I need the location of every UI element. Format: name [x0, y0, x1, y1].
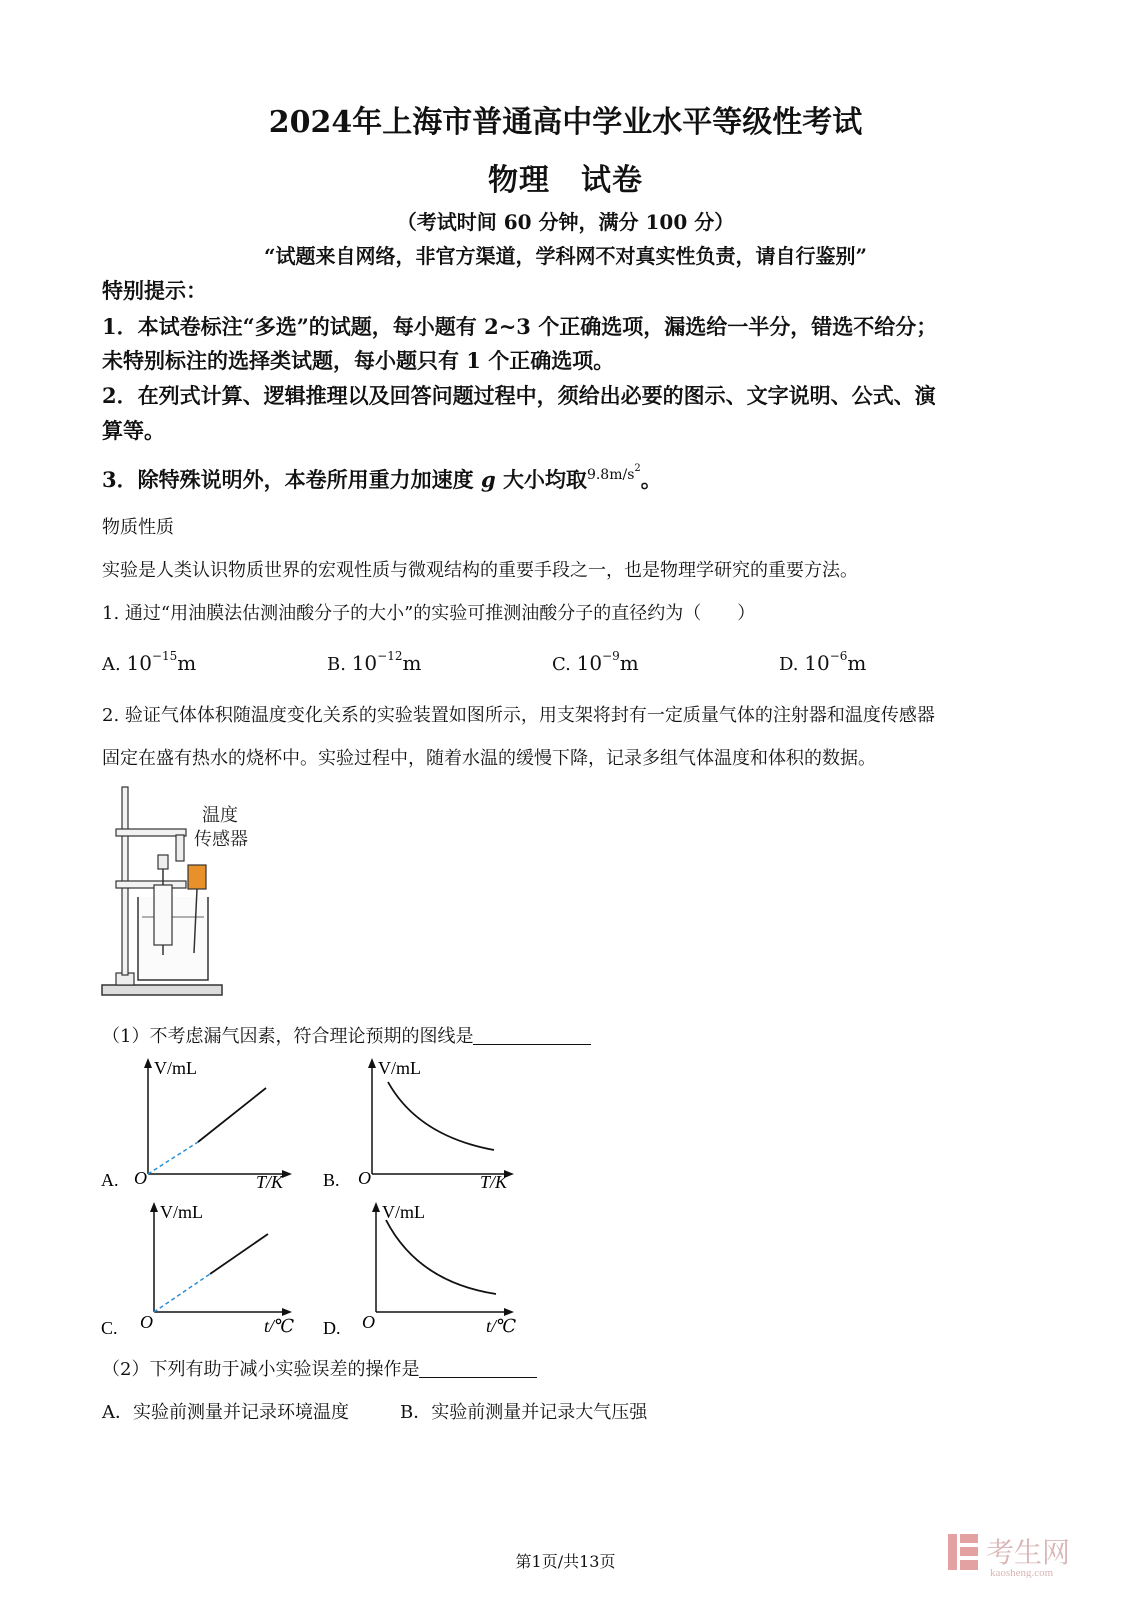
graph-b-origin: O	[358, 1168, 371, 1188]
notice-item1-line1: 1．本试卷标注“多选”的试题，每小题有 2~3 个正确选项，漏选给一半分，错选不给分；	[102, 314, 938, 339]
sensor-holder	[176, 835, 184, 861]
exam-info: （考试时间 60 分钟，满分 100 分）	[396, 210, 735, 234]
graph-c-xlabel: t/℃	[264, 1316, 295, 1336]
graph-b-option: B.	[323, 1170, 340, 1190]
graph-a-option: A.	[101, 1170, 119, 1190]
section-intro: 实验是人类认识物质世界的宏观性质与微观结构的重要手段之一，也是物理学研究的重要方法。	[102, 560, 858, 581]
kaosheng-logo-icon	[946, 1530, 1096, 1578]
logo-bar-4	[960, 1560, 978, 1570]
graph-c-extrapolation-line	[154, 1274, 210, 1312]
graph-d-data-curve	[386, 1220, 496, 1294]
q1-stem: 1. 通过“用油膜法估测油酸分子的大小”的实验可推测油酸分子的直径约为（ ）	[102, 603, 756, 624]
disclaimer: “试题来自网络，非官方渠道，学科网不对真实性负责，请自行鉴别”	[263, 244, 867, 268]
graph-b[interactable]	[318, 1054, 528, 1194]
temperature-sensor-body	[188, 865, 206, 889]
graph-d-option: D.	[323, 1318, 341, 1338]
graph-a-ylabel: V/mL	[154, 1058, 197, 1078]
graph-b-ylabel: V/mL	[378, 1058, 421, 1078]
graph-b-data-curve	[388, 1082, 494, 1150]
q1-option-a-base: 10	[126, 651, 152, 675]
graph-c-data-line	[210, 1234, 268, 1274]
q1-option-a[interactable]	[102, 649, 196, 675]
q2-sub2-option-a[interactable]: A．实验前测量并记录环境温度	[102, 1402, 349, 1423]
q1-option-b[interactable]	[327, 649, 421, 675]
apparatus-label-2: 传感器	[194, 829, 248, 849]
section-name: 物质性质	[102, 517, 174, 538]
graph-a[interactable]	[96, 1054, 306, 1194]
q2-sub1	[102, 1022, 591, 1048]
clamp-arm-lower	[116, 881, 186, 888]
gravity-symbol: g	[480, 467, 496, 492]
gravity-exponent: 2	[634, 463, 641, 474]
q2-sub2-answer-blank[interactable]	[419, 1359, 537, 1378]
notice-heading: 特别提示：	[102, 278, 207, 303]
q2-sub2-text: （2）下列有助于减小实验误差的操作是	[102, 1359, 420, 1380]
notice-item2-line1: 2．在列式计算、逻辑推理以及回答问题过程中，须给出必要的图示、文字说明、公式、演	[102, 383, 936, 408]
logo-bar-1	[948, 1534, 957, 1570]
q1-option-c-unit: m	[619, 651, 639, 675]
experiment-apparatus-figure	[98, 785, 258, 1003]
graph-d-x-arrow-icon	[504, 1308, 514, 1316]
q1-option-a-exp: −15	[151, 649, 178, 663]
graph-d[interactable]	[318, 1198, 528, 1338]
notice-item3-suffix: 。	[640, 467, 662, 492]
gravity-value: 9.8m/s	[586, 467, 635, 483]
q1-option-d-exp: −6	[829, 649, 848, 663]
beaker	[138, 897, 208, 980]
syringe-plunger-top	[158, 855, 168, 869]
notice-item2-line2: 算等。	[102, 418, 165, 443]
q1-option-a-unit: m	[177, 651, 197, 675]
graph-b-y-arrow-icon	[368, 1058, 376, 1068]
graph-c-x-arrow-icon	[282, 1308, 292, 1316]
stand-base	[102, 985, 222, 995]
logo-bar-3	[960, 1547, 978, 1556]
kaosheng-logo	[946, 1530, 1096, 1578]
q1-option-b-label: B.	[327, 654, 346, 675]
q2-stem-line1: 2. 验证气体体积随温度变化关系的实验装置如图所示，用支架将封有一定质量气体的注射器和温度传感器	[102, 705, 935, 726]
q1-option-c-exp: −9	[602, 649, 620, 663]
graph-c-option: C.	[101, 1318, 118, 1338]
exam-title: 2024年上海市普通高中学业水平等级性考试	[268, 105, 863, 140]
graph-b-xlabel: T/K	[480, 1172, 508, 1192]
graph-a-xlabel: T/K	[256, 1172, 284, 1192]
q1-option-d[interactable]	[779, 649, 866, 675]
graph-d-origin: O	[362, 1312, 375, 1332]
graph-c-origin: O	[140, 1312, 153, 1332]
q2-sub1-text: （1）不考虑漏气因素，符合理论预期的图线是	[102, 1026, 474, 1047]
apparatus-label-1: 温度	[202, 805, 238, 825]
notice-item3-mid: 大小均取	[502, 467, 587, 492]
notice-item1-line2: 未特别标注的选择类试题，每小题只有 1 个正确选项。	[102, 348, 615, 373]
graph-a-origin: O	[134, 1168, 147, 1188]
q1-option-d-unit: m	[847, 651, 867, 675]
graph-c-ylabel: V/mL	[160, 1202, 203, 1222]
graph-d-ylabel: V/mL	[382, 1202, 425, 1222]
syringe-barrel	[154, 885, 172, 945]
q1-option-a-label: A.	[102, 654, 121, 675]
q1-option-c-label: C.	[552, 654, 571, 675]
q2-sub2-option-b[interactable]: B．实验前测量并记录大气压强	[400, 1402, 648, 1423]
graph-a-x-arrow-icon	[282, 1170, 292, 1178]
subject-title: 物理 试卷	[488, 163, 643, 198]
q2-stem-line2: 固定在盛有热水的烧杯中。实验过程中，随着水温的缓慢下降，记录多组气体温度和体积的数据。	[102, 748, 876, 769]
logo-bar-2	[960, 1534, 978, 1543]
q1-option-b-exp: −12	[377, 649, 403, 663]
q1-option-c-base: 10	[576, 651, 603, 675]
q2-sub2	[102, 1355, 537, 1381]
graph-d-xlabel: t/℃	[486, 1316, 517, 1336]
q1-option-d-label: D.	[779, 654, 799, 675]
q1-option-b-unit: m	[402, 651, 422, 675]
graph-d-y-arrow-icon	[372, 1202, 380, 1212]
q1-option-d-base: 10	[804, 651, 830, 675]
page-number: 第1页/共13页	[515, 1552, 616, 1571]
graph-a-y-arrow-icon	[144, 1058, 152, 1068]
q2-sub1-answer-blank[interactable]	[473, 1026, 591, 1045]
graph-a-extrapolation-line	[148, 1142, 198, 1174]
graph-c[interactable]	[96, 1198, 306, 1338]
graph-a-data-line	[198, 1088, 266, 1142]
logo-text: 考生网	[986, 1538, 1071, 1569]
q1-option-c[interactable]	[552, 649, 639, 675]
notice-item3-prefix: 3．除特殊说明外，本卷所用重力加速度	[102, 467, 474, 492]
graph-c-y-arrow-icon	[150, 1202, 158, 1212]
logo-url: kaosheng.com	[990, 1567, 1054, 1578]
q1-option-b-base: 10	[351, 651, 378, 675]
notice-item3	[102, 463, 662, 494]
